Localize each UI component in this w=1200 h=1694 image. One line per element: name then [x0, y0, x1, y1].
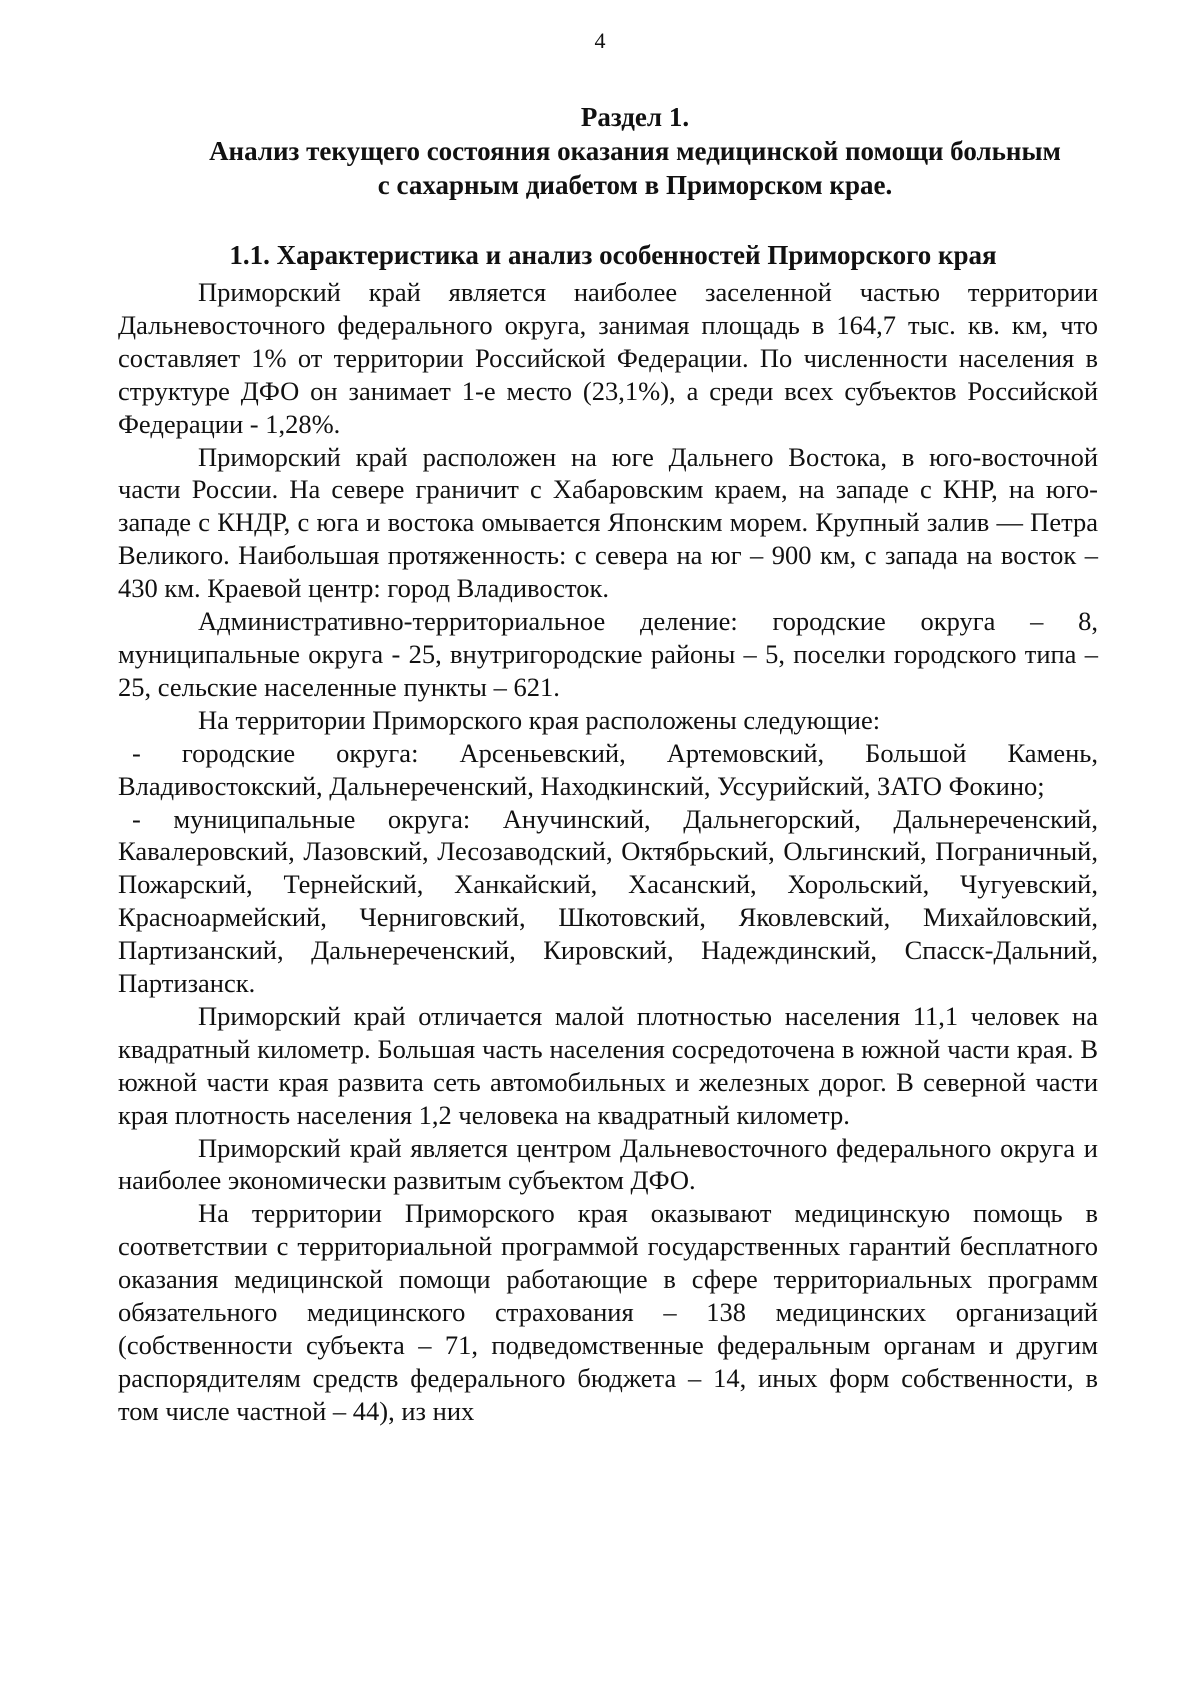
section-title: Раздел 1.	[580, 102, 690, 132]
document-body	[118, 276, 1098, 1428]
paragraph: На территории Приморского края оказывают медицинскую помощь в соответствии с территориальной программой государственных гарантий бесплатного оказания медицинской помощи работающие в сфере территориальных программ обязательного медицинского страхования – 138 медицинских организаций (собственности субъекта – 71, подведомственные федеральным органам и другим распорядителям средств федерального бюджета – 14, иных форм собственности, в том числе частной – 44), из них	[118, 1198, 1098, 1426]
list-item: - городские округа: Арсеньевский, Артемовский, Большой Камень, Владивостокский, Дальнереченский, Находкинский, Уссурийский, ЗАТО Фокино;	[118, 737, 1098, 801]
section-heading	[170, 100, 1100, 202]
paragraph: Приморский край является центром Дальневосточного федерального округа и наиболее экономически развитым субъектом ДФО.	[118, 1132, 1098, 1196]
paragraph: Административно-территориальное деление: городские округа – 8, муниципальные округа - 25, внутригородские районы – 5, поселки городского типа – 25, сельские населенные пункты – 621.	[118, 606, 1098, 702]
list-item: - муниципальные округа: Анучинский, Дальнегорский, Дальнереченский, Кавалеровский, Лазовский, Лесозаводский, Октябрьский, Ольгинский, Пограничный, Пожарский, Тернейский, Ханкайский, Хасанский, Хорольский, Чугуевский, Красноармейский, Черниговский, Шкотовский, Яковлевский, Михайловский, Партизанский, Дальнереченский, Кировский, Надеждинский, Спасск-Дальний, Партизанск.	[118, 803, 1098, 999]
paragraph: Приморский край расположен на юге Дальнего Востока, в юго-восточной части России. На севере граничит с Хабаровским краем, на западе с КНР, на юго-западе с КНДР, с юга и востока омывается Японским морем. Крупный залив — Петра Великого. Наибольшая протяженность: с севера на юг – 900 км, с запада на восток – 430 км. Краевой центр: город Владивосток.	[118, 441, 1098, 604]
section-subtitle-line-1: Анализ текущего состояния оказания медицинской помощи больным	[209, 136, 1061, 166]
paragraph: Приморский край является наиболее заселенной частью территории Дальневосточного федерального округа, занимая площадь в 164,7 тыс. кв. км, что составляет 1% от территории Российской Федерации. По численности населения в структуре ДФО он занимает 1-е место (23,1%), а среди всех субъектов Российской Федерации - 1,28%.	[118, 277, 1098, 439]
subsection-heading: 1.1. Характеристика и анализ особенностей Приморского края	[229, 240, 997, 270]
section-subtitle-line-2: с сахарным диабетом в Приморском крае.	[377, 170, 893, 200]
page-number: 4	[594, 28, 606, 53]
paragraph: На территории Приморского края расположены следующие:	[198, 704, 881, 735]
paragraph: Приморский край отличается малой плотностью населения 11,1 человек на квадратный километр. Большая часть населения сосредоточена в южной части края. В южной части края развита сеть автомобильных и железных дорог. В северной части края плотность населения 1,2 человека на квадратный километр.	[118, 1000, 1098, 1130]
